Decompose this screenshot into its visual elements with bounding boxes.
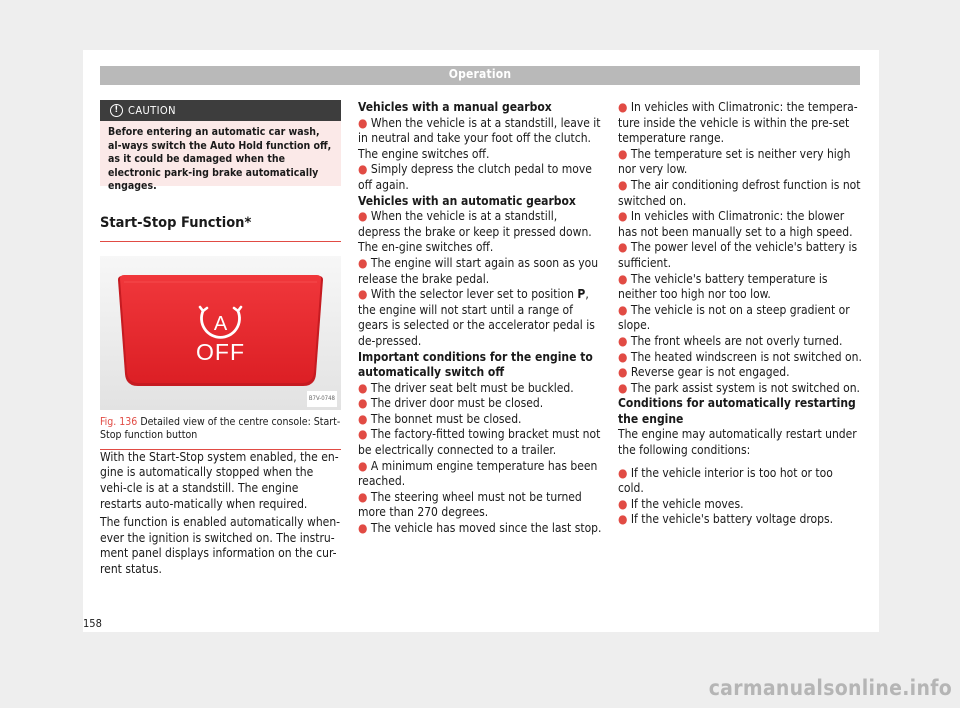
figure-image xyxy=(100,256,341,410)
list-item: ● The air conditioning defrost function is not switched on. xyxy=(618,177,861,208)
list-item: ● With the selector lever set to position P, the engine will not start until a range of gears is selected or the accelerator pedal is de-pressed. xyxy=(358,287,595,348)
list-item: ● The factory-fitted towing bracket must not be electrically connected to a trailer. xyxy=(358,427,601,458)
bullet-icon: ● xyxy=(618,380,628,395)
list-item: ● If the vehicle moves. xyxy=(618,496,744,511)
bullet-icon: ● xyxy=(358,411,368,426)
list-item: ● The vehicle's battery temperature is neither too high nor too low. xyxy=(618,271,828,302)
header-title: Operation xyxy=(448,67,512,81)
bullet-icon: ● xyxy=(618,240,628,255)
intro-paragraph: With the Start-Stop system enabled, the en-gine is automatically stopped when the vehi-cle is at a standstill. The engine restarts auto-matically when required. xyxy=(100,449,339,511)
caution-label: CAUTION xyxy=(128,104,176,117)
section-title: Start-Stop Function* xyxy=(100,216,341,242)
bullet-icon: ● xyxy=(358,162,368,177)
list-item: ● In vehicles with Climatronic: the tempera-ture inside the vehicle is within the pre-set temperature range. xyxy=(618,100,858,146)
list-item: ● When the vehicle is at a standstill, leave it in neutral and take your foot off the clutch. The engine switches off. xyxy=(358,115,601,161)
bullet-icon: ● xyxy=(618,496,628,511)
automatic-gearbox-heading: Vehicles with an automatic gearbox xyxy=(358,193,576,208)
bullet-icon: ● xyxy=(618,100,628,114)
column-right xyxy=(618,100,862,528)
list-item: ● The power level of the vehicle's battery is sufficient. xyxy=(618,240,858,270)
bullet-icon: ● xyxy=(358,458,368,473)
header-bar xyxy=(100,66,860,85)
bullet-icon: ● xyxy=(358,427,368,442)
bullet-icon: ● xyxy=(618,271,628,286)
bullet-icon: ● xyxy=(618,512,628,527)
list-item: ● The steering wheel must not be turned more than 270 degrees. xyxy=(358,489,582,520)
caution-header xyxy=(100,100,341,121)
list-item: ● The park assist system is not switched on. xyxy=(618,380,860,395)
bullet-icon: ● xyxy=(618,146,628,161)
list-item: ● The heated windscreen is not switched on. xyxy=(618,349,862,364)
button-off-label: OFF xyxy=(196,338,245,365)
button-letter: A xyxy=(213,312,228,335)
list-item: ● A minimum engine temperature has been reached. xyxy=(358,458,598,489)
bullet-icon: ● xyxy=(358,521,368,536)
bullet-icon: ● xyxy=(618,302,628,317)
figure-number: Fig. 136 xyxy=(100,415,138,428)
list-item: ● The front wheels are not overly turned. xyxy=(618,333,843,348)
bullet-icon: ● xyxy=(618,209,628,224)
list-item: ● If the vehicle interior is too hot or too cold. xyxy=(618,465,833,496)
list-item: ● The temperature set is neither very high nor very low. xyxy=(618,146,851,177)
bullet-icon: ● xyxy=(358,287,368,302)
list-item: ● The vehicle has moved since the last stop. xyxy=(358,521,602,536)
bullet-icon: ● xyxy=(358,255,368,270)
bullet-icon: ● xyxy=(618,333,628,348)
figure-caption-text: Detailed view of the centre console: Start-Stop function button xyxy=(100,415,341,442)
figure-caption xyxy=(100,416,341,450)
bullet-icon: ● xyxy=(358,115,368,130)
bullet-icon: ● xyxy=(618,349,628,364)
bullet-icon: ● xyxy=(618,365,628,380)
list-item: ● The driver door must be closed. xyxy=(358,396,544,411)
bullet-icon: ● xyxy=(358,396,368,411)
watermark[interactable]: carmanualsonline.info xyxy=(708,676,952,700)
bullet-icon: ● xyxy=(358,489,368,504)
figure-image-id: B7V-0748 xyxy=(307,391,337,407)
list-item: ● The vehicle is not on a steep gradient or slope. xyxy=(618,302,850,333)
caution-text: Before entering an automatic car wash, al-ways switch the Auto Hold function off, as it could be damaged when the electronic park-ing brake automatically engages. xyxy=(108,126,332,193)
bullet-icon: ● xyxy=(618,465,628,480)
list-item: ● If the vehicle's battery voltage drops. xyxy=(618,512,834,527)
caution-box xyxy=(100,100,341,193)
restart-conditions-heading: Conditions for automatically restarting the engine xyxy=(618,396,856,426)
page-number: 158 xyxy=(83,617,102,630)
restart-intro: The engine may automatically restart under the following conditions: xyxy=(618,427,857,458)
bullet-icon: ● xyxy=(358,209,368,224)
list-item: ● In vehicles with Climatronic: the blower has not been manually set to a high speed. xyxy=(618,209,853,239)
important-conditions-heading: Important conditions for the engine to automatically switch off xyxy=(358,349,593,380)
column-middle xyxy=(358,100,602,537)
column-left xyxy=(100,100,341,578)
list-item: ● The engine will start again as soon as you release the brake pedal. xyxy=(358,255,599,286)
start-stop-button-illustration xyxy=(100,256,341,410)
bullet-icon: ● xyxy=(358,380,368,395)
list-item: ● Simply depress the clutch pedal to move off again. xyxy=(358,162,592,192)
caution-icon: ! xyxy=(110,104,123,117)
list-item: ● Reverse gear is not engaged. xyxy=(618,365,790,380)
gear-p: P xyxy=(577,287,586,302)
list-item: ● When the vehicle is at a standstill, depress the brake or keep it pressed down. The en-gine switches off. xyxy=(358,209,592,255)
manual-gearbox-heading: Vehicles with a manual gearbox xyxy=(358,100,552,114)
bullet-icon: ● xyxy=(618,177,628,192)
list-item: ● The driver seat belt must be buckled. xyxy=(358,380,574,395)
intro-paragraph: The function is enabled automatically when-ever the ignition is switched on. The instru-ment panel displays information on the cur-rent status. xyxy=(100,515,341,576)
list-item: ● The bonnet must be closed. xyxy=(358,411,522,426)
